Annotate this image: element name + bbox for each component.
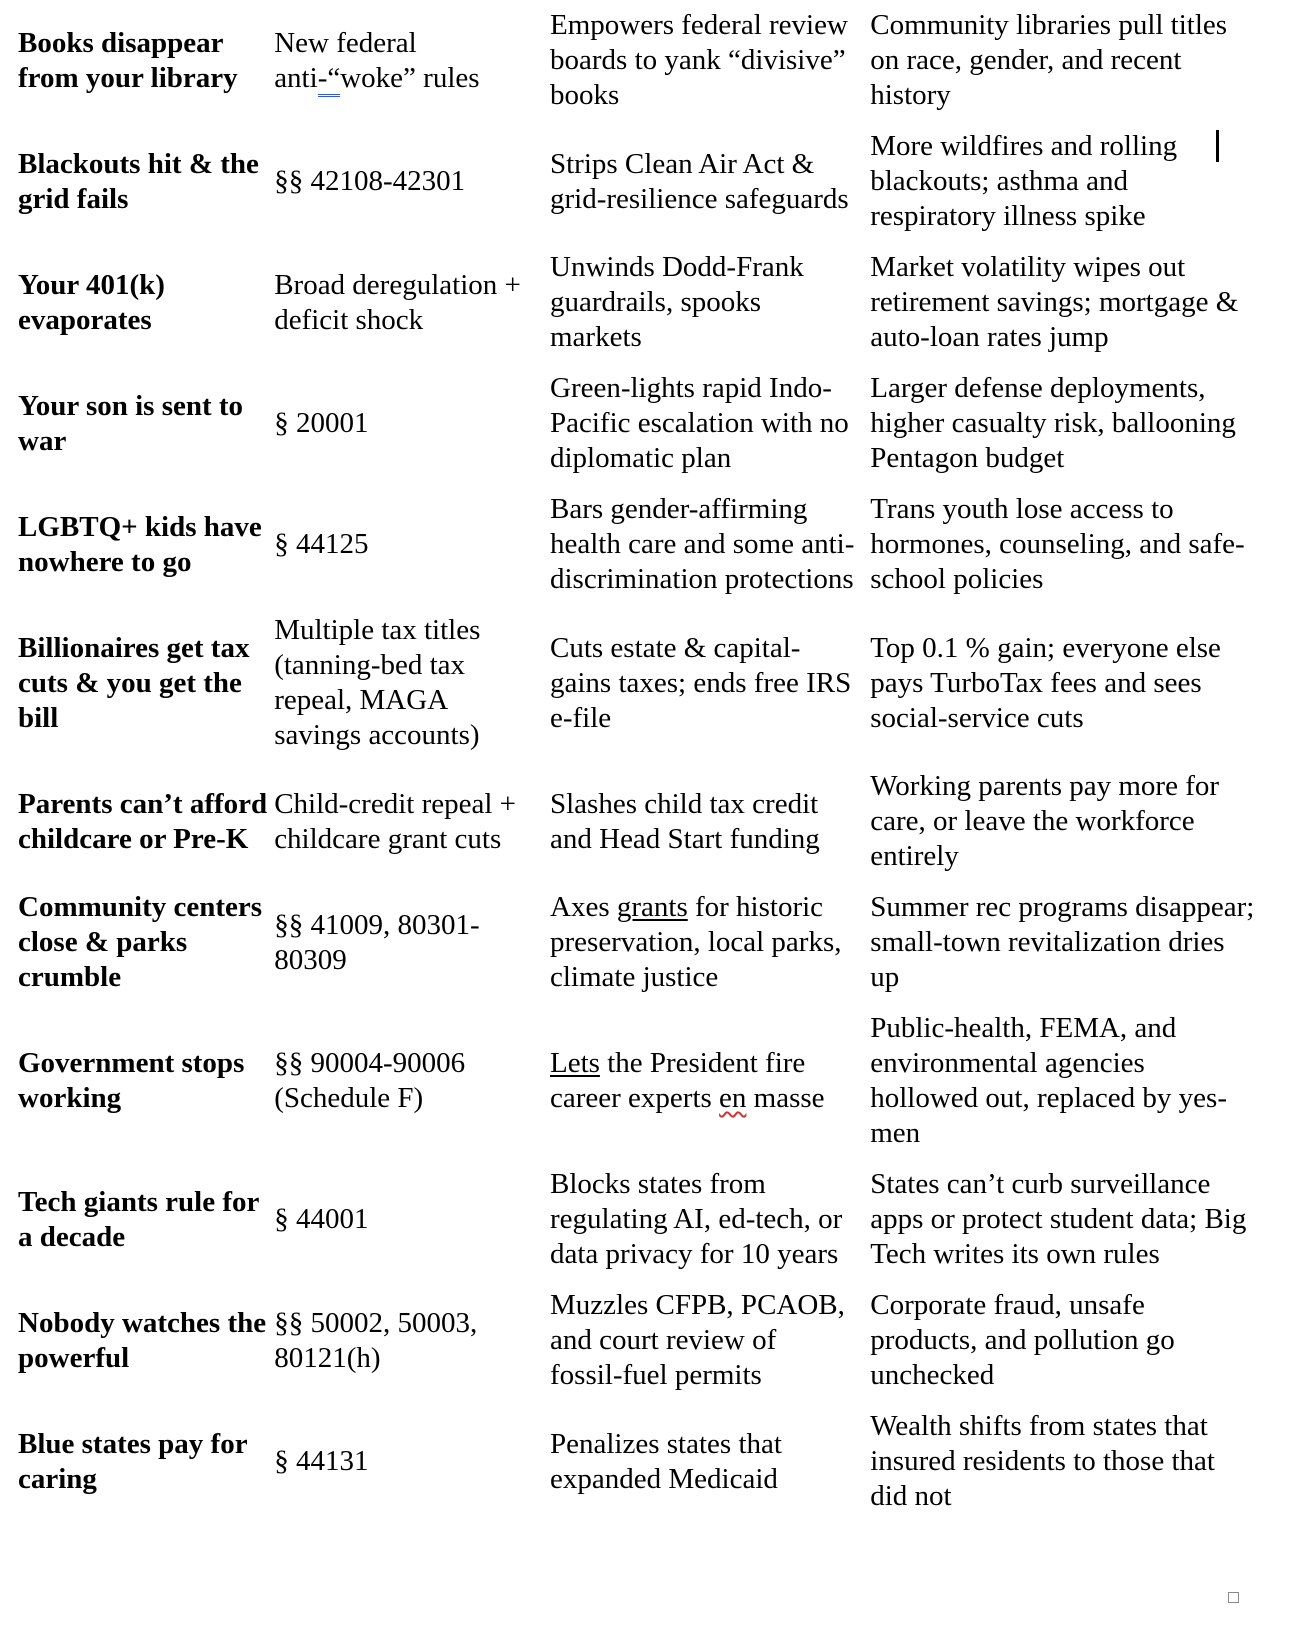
cell-bill-reference[interactable] bbox=[274, 121, 550, 242]
cell-provision[interactable] bbox=[550, 484, 870, 605]
cell-impact[interactable] bbox=[870, 242, 1268, 363]
cell-headline[interactable]: Government stops working bbox=[18, 1047, 245, 1114]
cell-bill-reference[interactable] bbox=[274, 1401, 550, 1522]
text-segment: § 44131 bbox=[274, 1445, 369, 1477]
cell-headline[interactable]: Tech giants rule for a decade bbox=[18, 1185, 259, 1253]
text-segment: woke” rules bbox=[340, 61, 480, 94]
cell-impact[interactable] bbox=[870, 121, 1268, 242]
text-segment: §§ 41009, 80301-80309 bbox=[274, 908, 480, 976]
cell-provision[interactable] bbox=[550, 761, 870, 882]
text-segment: Market volatility wipes out retirement savings; mortgage & auto-loan rates jump bbox=[870, 251, 1239, 353]
cell-bill-reference[interactable] bbox=[274, 1003, 550, 1159]
cell-provision[interactable] bbox=[550, 363, 870, 484]
text-cursor bbox=[1216, 130, 1219, 162]
text-segment: Child-credit repeal + childcare grant cuts bbox=[274, 787, 517, 855]
text-segment: Working parents pay more for care, or leave the workforce entirely bbox=[870, 770, 1220, 872]
cell-provision[interactable] bbox=[550, 882, 870, 1003]
cell-impact[interactable] bbox=[870, 1401, 1268, 1522]
text-segment: Cuts estate & capital-gains taxes; ends free IRS e-file bbox=[550, 631, 852, 734]
cell-bill-reference[interactable] bbox=[274, 605, 550, 761]
cell-provision[interactable] bbox=[550, 1003, 870, 1159]
styled-text-segment: - bbox=[318, 62, 328, 97]
text-segment: Strips Clean Air Act & grid-resilience safeguards bbox=[550, 147, 849, 215]
cell-impact[interactable] bbox=[870, 1280, 1268, 1401]
text-segment: Muzzles CFPB, PCAOB, and court review of fossil-fuel permits bbox=[550, 1289, 845, 1391]
table-row bbox=[18, 1003, 1268, 1159]
table-row bbox=[18, 605, 1268, 761]
table-row bbox=[18, 484, 1268, 605]
text-segment: the President fire career experts bbox=[550, 1047, 806, 1114]
cell-impact[interactable] bbox=[870, 605, 1268, 761]
table-row bbox=[18, 1401, 1268, 1522]
styled-text-segment: en bbox=[719, 1082, 747, 1114]
cell-provision[interactable] bbox=[550, 1280, 870, 1401]
cell-headline[interactable]: Your 401(k) evaporates bbox=[18, 268, 165, 336]
cell-impact[interactable] bbox=[870, 1159, 1268, 1280]
text-segment: Bars gender-affirming health care and some anti-discrimination protections bbox=[550, 493, 855, 595]
table-row bbox=[18, 121, 1268, 242]
cell-headline[interactable]: Billionaires get tax cuts & you get the bill bbox=[18, 631, 250, 734]
table-row bbox=[18, 1159, 1268, 1280]
text-segment: Unwinds Dodd-Frank guardrails, spooks markets bbox=[550, 251, 804, 353]
table-row bbox=[18, 1280, 1268, 1401]
text-segment: Wealth shifts from states that insured residents to those that did not bbox=[870, 1410, 1215, 1512]
styled-text-segment: “ bbox=[327, 62, 340, 97]
cell-headline[interactable]: LGBTQ+ kids have nowhere to go bbox=[18, 510, 262, 578]
text-segment: masse bbox=[746, 1082, 825, 1114]
text-segment: Community libraries pull titles on race, gender, and recent history bbox=[870, 9, 1228, 111]
cell-headline[interactable]: Blue states pay for caring bbox=[18, 1427, 248, 1495]
text-segment: More wildfires and rolling blackouts; asthma and respiratory illness spike bbox=[870, 130, 1178, 232]
text-segment: Blocks states from regulating AI, ed-tech, or data privacy for 10 years bbox=[550, 1168, 843, 1270]
text-segment: Trans youth lose access to hormones, counseling, and safe-school policies bbox=[870, 493, 1245, 595]
cell-headline[interactable]: Nobody watches the powerful bbox=[18, 1306, 267, 1374]
cell-impact[interactable] bbox=[870, 761, 1268, 882]
cell-bill-reference[interactable] bbox=[274, 1280, 550, 1401]
text-segment: §§ 50002, 50003, 80121(h) bbox=[274, 1306, 478, 1374]
impact-table-body bbox=[18, 0, 1268, 1522]
cell-headline[interactable]: Books disappear from your library bbox=[18, 26, 238, 94]
text-segment: Slashes child tax credit and Head Start funding bbox=[550, 787, 820, 855]
text-segment: for historic preservation, local parks, climate justice bbox=[550, 891, 842, 993]
text-segment: Larger defense deployments, higher casualty risk, ballooning Pentagon budget bbox=[870, 372, 1236, 474]
styled-text-segment: Lets bbox=[550, 1047, 600, 1079]
table-row bbox=[18, 882, 1268, 1003]
text-segment: Corporate fraud, unsafe products, and pollution go unchecked bbox=[870, 1289, 1175, 1391]
text-segment: Public-health, FEMA, and environmental agencies hollowed out, replaced by yes-men bbox=[870, 1012, 1227, 1149]
text-segment: § 44125 bbox=[274, 528, 369, 560]
text-segment: § 44001 bbox=[274, 1203, 369, 1235]
table-row bbox=[18, 363, 1268, 484]
cell-headline[interactable]: Community centers close & parks crumble bbox=[18, 891, 263, 993]
cell-bill-reference[interactable] bbox=[274, 1159, 550, 1280]
cell-impact[interactable] bbox=[870, 1003, 1268, 1159]
text-segment: Top 0.1 % gain; everyone else pays TurboTax fees and sees social-service cuts bbox=[870, 631, 1221, 734]
cell-impact[interactable] bbox=[870, 484, 1268, 605]
text-segment: Empowers federal review boards to yank “divisive” books bbox=[550, 9, 848, 111]
cell-headline[interactable]: Blackouts hit & the grid fails bbox=[18, 147, 259, 215]
cell-impact[interactable] bbox=[870, 363, 1268, 484]
cell-bill-reference[interactable] bbox=[274, 242, 550, 363]
table-row bbox=[18, 0, 1268, 121]
table-row bbox=[18, 761, 1268, 882]
text-segment: §§ 42108-42301 bbox=[274, 165, 466, 197]
table-row bbox=[18, 242, 1268, 363]
text-segment: Penalizes states that expanded Medicaid bbox=[550, 1427, 782, 1495]
cell-impact[interactable] bbox=[870, 882, 1268, 1003]
cell-headline[interactable]: Parents can’t afford childcare or Pre-K bbox=[18, 787, 268, 855]
text-segment: § 20001 bbox=[274, 407, 369, 439]
cell-bill-reference[interactable] bbox=[274, 363, 550, 484]
styled-text-segment: grants bbox=[616, 891, 688, 923]
text-segment: States can’t curb surveillance apps or protect student data; Big Tech writes its own rules bbox=[870, 1168, 1247, 1270]
cell-provision[interactable] bbox=[550, 1159, 870, 1280]
cell-bill-reference[interactable] bbox=[274, 761, 550, 882]
text-segment: Broad deregulation + deficit shock bbox=[274, 268, 521, 336]
cell-provision[interactable] bbox=[550, 1401, 870, 1522]
cell-provision[interactable] bbox=[550, 242, 870, 363]
impact-table bbox=[18, 0, 1268, 1522]
cell-bill-reference[interactable] bbox=[274, 882, 550, 1003]
cell-provision[interactable] bbox=[550, 0, 870, 121]
text-segment: New federal anti bbox=[274, 26, 417, 94]
cell-provision[interactable] bbox=[550, 605, 870, 761]
cell-headline[interactable]: Your son is sent to war bbox=[18, 389, 244, 457]
text-segment: Green-lights rapid Indo-Pacific escalation with no diplomatic plan bbox=[550, 372, 849, 474]
text-segment: Axes bbox=[550, 891, 617, 923]
cell-impact[interactable] bbox=[870, 0, 1268, 121]
corner-handle bbox=[1228, 1592, 1239, 1603]
text-segment: §§ 90004-90006 (Schedule F) bbox=[274, 1047, 466, 1114]
text-segment: Multiple tax titles (tanning-bed tax repeal, MAGA savings accounts) bbox=[274, 614, 481, 751]
cell-provision[interactable] bbox=[550, 121, 870, 242]
cell-bill-reference[interactable] bbox=[274, 0, 550, 121]
text-segment: Summer rec programs disappear; small-town revitalization dries up bbox=[870, 891, 1255, 993]
cell-bill-reference[interactable] bbox=[274, 484, 550, 605]
